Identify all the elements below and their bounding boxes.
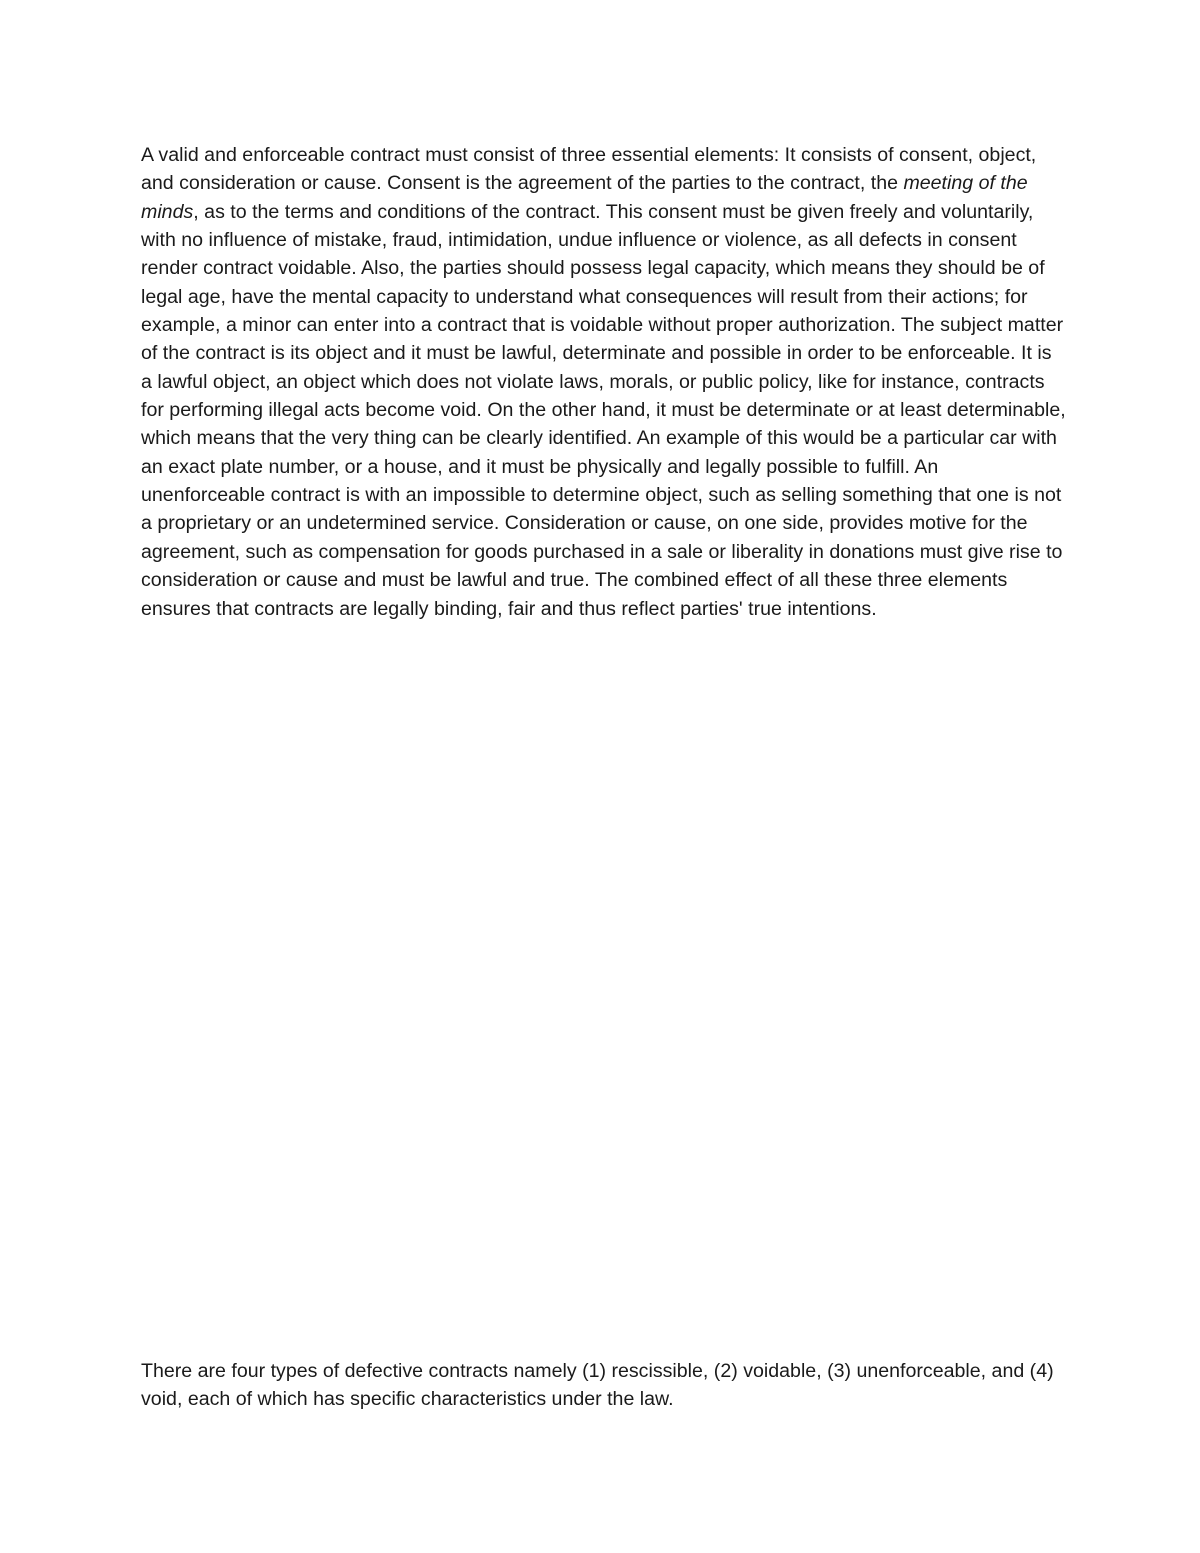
paragraph-contract-elements [141,141,1066,623]
paragraph-text-end: , as to the terms and conditions of the contract. This consent must be given freely and voluntarily, with no influence of mistake, fraud, intimidation, undue influence or violence, as all defects in consent render contract voidable. Also, the parties should possess legal capacity, which means they should be of legal age, have the mental capacity to understand what consequences will result from their actions; for example, a minor can enter into a contract that is voidable without proper authorization. The subject matter of the contract is its object and it must be lawful, determinate and possible in order to be enforceable. It is a lawful object, an object which does not violate laws, morals, or public policy, like for instance, contracts for performing illegal acts become void. On the other hand, it must be determinate or at least determinable, which means that the very thing can be clearly identified. An example of this would be a particular car with an exact plate number, or a house, and it must be physically and legally possible to fulfill. An unenforceable contract is with an impossible to determine object, such as selling something that one is not a proprietary or an undetermined service. Consideration or cause, on one side, provides motive for the agreement, such as compensation for goods purchased in a sale or liberality in donations must give rise to consideration or cause and must be lawful and true. The combined effect of all these three elements ensures that contracts are legally binding, fair and thus reflect parties' true intentions. [141,200,1066,620]
paragraph-defective-contracts: There are four types of defective contracts namely (1) rescissible, (2) voidable, (3) unenforceable, and (4) void, each of which has specific characteristics under the law. [141,1360,1054,1411]
paragraph-text-start: A valid and enforceable contract must consist of three essential elements: It consists of consent, object, and consideration or cause. Consent is the agreement of the parties to the contract, the [141,144,1037,195]
italic-phrase: meeting of the minds [141,172,1028,223]
